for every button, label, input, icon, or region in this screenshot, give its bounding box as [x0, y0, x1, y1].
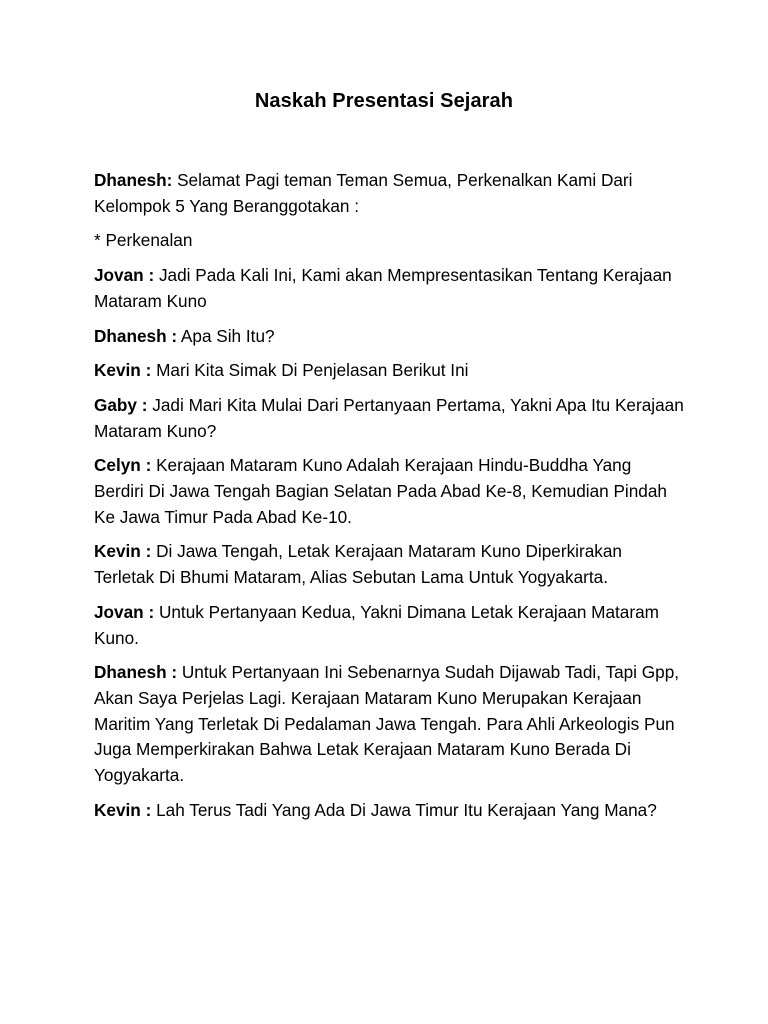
speaker-name: Jovan : — [94, 265, 155, 286]
dialogue-text: Apa Sih Itu? — [177, 325, 275, 346]
speaker-name: Dhanesh: — [94, 170, 173, 190]
dialogue-text: Untuk Pertanyaan Kedua, Yakni Dimana Letak Kerajaan Mataram Kuno. — [94, 601, 659, 648]
dialogue-text: Lah Terus Tadi Yang Ada Di Jawa Timur Itu Kerajaan Yang Mana? — [151, 799, 657, 820]
dialogue-text: * Perkenalan — [94, 230, 193, 251]
speaker-name: Dhanesh : — [94, 325, 178, 346]
script-body — [94, 168, 684, 832]
speaker-name: Celyn : — [94, 455, 152, 476]
dialogue-line — [94, 600, 684, 651]
dialogue-text: Selamat Pagi teman Teman Semua, Perkenalkan Kami Dari Kelompok 5 Yang Beranggotakan : — [94, 170, 633, 216]
dialogue-text: Jadi Mari Kita Mulai Dari Pertanyaan Pertama, Yakni Apa Itu Kerajaan Mataram Kuno? — [94, 394, 684, 441]
dialogue-text: Di Jawa Tengah, Letak Kerajaan Mataram Kuno Diperkirakan Terletak Di Bhumi Mataram, Alias Sebutan Lama Untuk Yogyakarta. — [94, 541, 622, 588]
dialogue-text: Untuk Pertanyaan Ini Sebenarnya Sudah Dijawab Tadi, Tapi Gpp, Akan Saya Perjelas Lagi. Kerajaan Mataram Kuno Merupakan Kerajaan Maritim Yang Terletak Di Pedalaman Jawa Tengah. Para Ahli Arkeologis Pun Juga Memperkirakan Bahwa Letak Kerajaan Mataram Kuno Berada Di Yogyakarta. — [94, 662, 680, 786]
dialogue-line — [94, 228, 684, 254]
dialogue-line — [94, 453, 684, 530]
dialogue-text: Mari Kita Simak Di Penjelasan Berikut Ini — [151, 360, 469, 381]
dialogue-line — [94, 539, 684, 590]
speaker-name: Kevin : — [94, 360, 152, 381]
dialogue-line — [94, 660, 684, 789]
dialogue-text: Kerajaan Mataram Kuno Adalah Kerajaan Hindu-Buddha Yang Berdiri Di Jawa Tengah Bagian Selatan Pada Abad Ke-8, Kemudian Pindah Ke Jawa Timur Pada Abad Ke-10. — [94, 455, 667, 527]
dialogue-text: Jadi Pada Kali Ini, Kami akan Mempresentasikan Tentang Kerajaan Mataram Kuno — [94, 265, 672, 311]
dialogue-line — [94, 798, 684, 824]
speaker-name: Jovan : — [94, 601, 155, 622]
speaker-name: Gaby : — [94, 394, 148, 415]
dialogue-line — [94, 358, 684, 384]
dialogue-line — [94, 168, 684, 219]
document-title: Naskah Presentasi Sejarah — [254, 90, 514, 112]
dialogue-line — [94, 324, 684, 350]
dialogue-line — [94, 263, 684, 314]
speaker-name: Dhanesh : — [94, 662, 178, 683]
speaker-name: Kevin : — [94, 541, 152, 562]
dialogue-line — [94, 393, 684, 444]
speaker-name: Kevin : — [94, 799, 152, 820]
